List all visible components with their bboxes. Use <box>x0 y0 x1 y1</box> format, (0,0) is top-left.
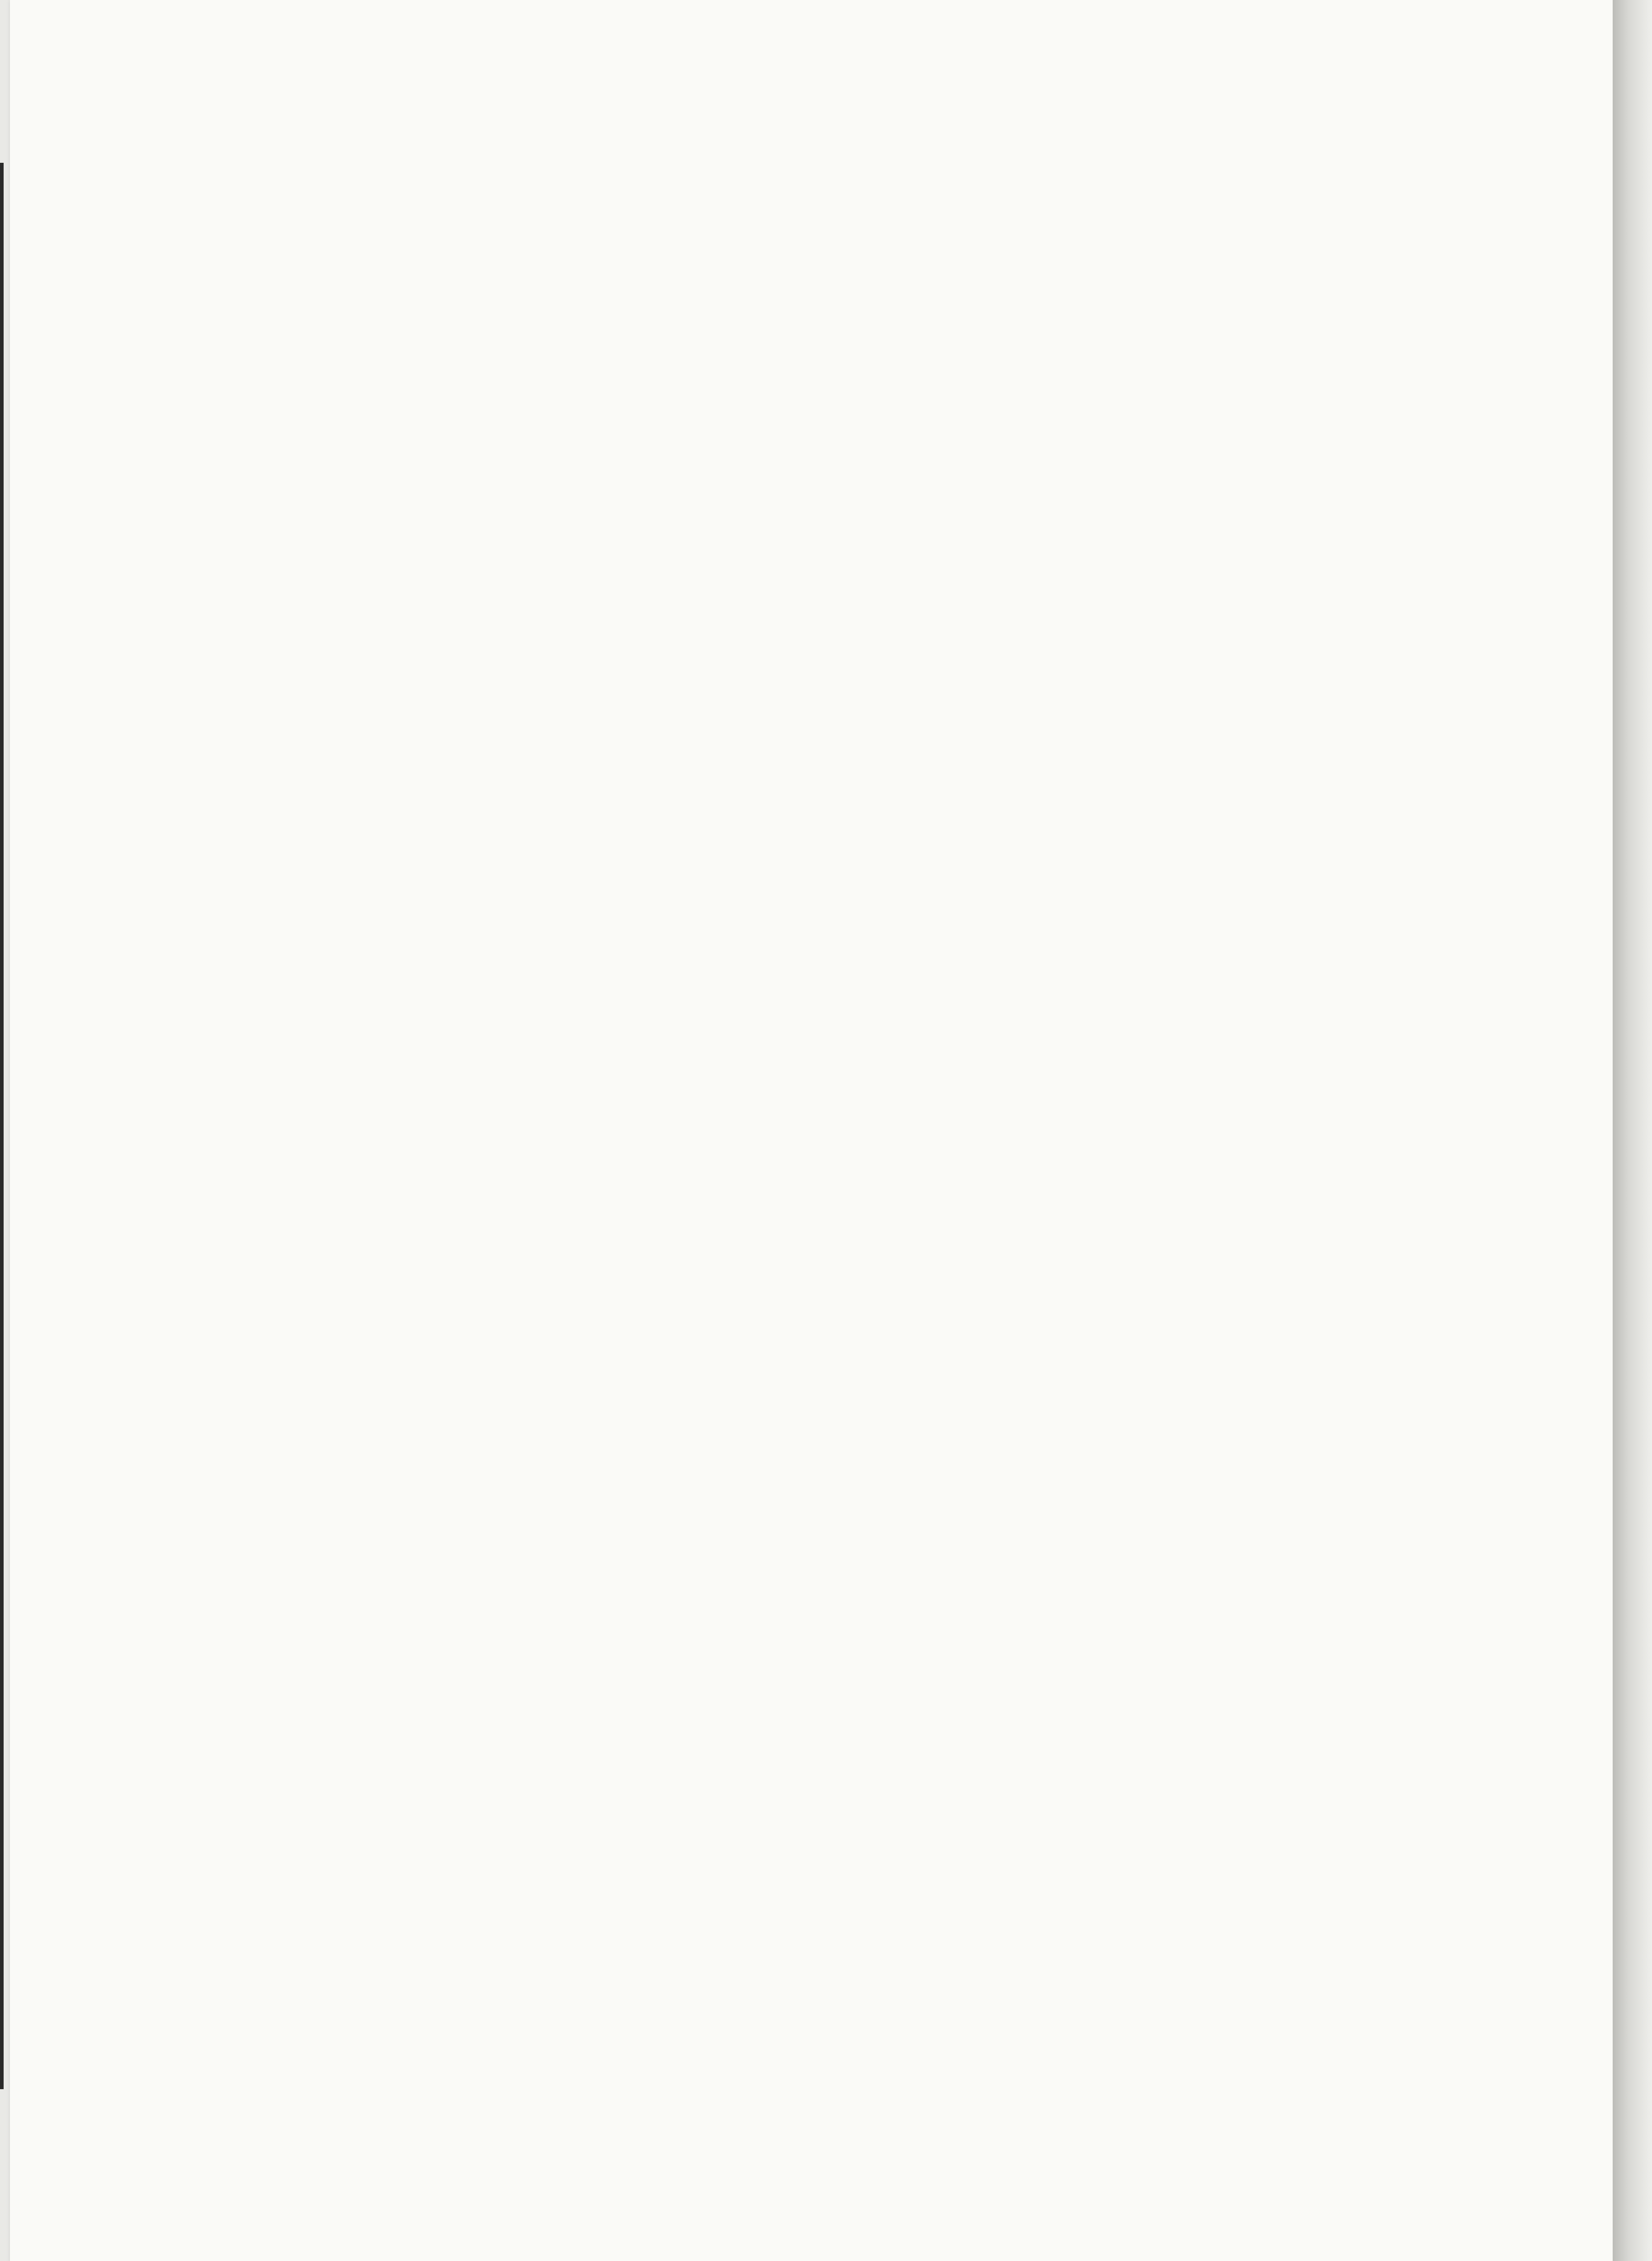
page-sheet <box>10 0 1613 2261</box>
binding-line <box>0 163 4 2089</box>
page-edge <box>1613 0 1652 2261</box>
